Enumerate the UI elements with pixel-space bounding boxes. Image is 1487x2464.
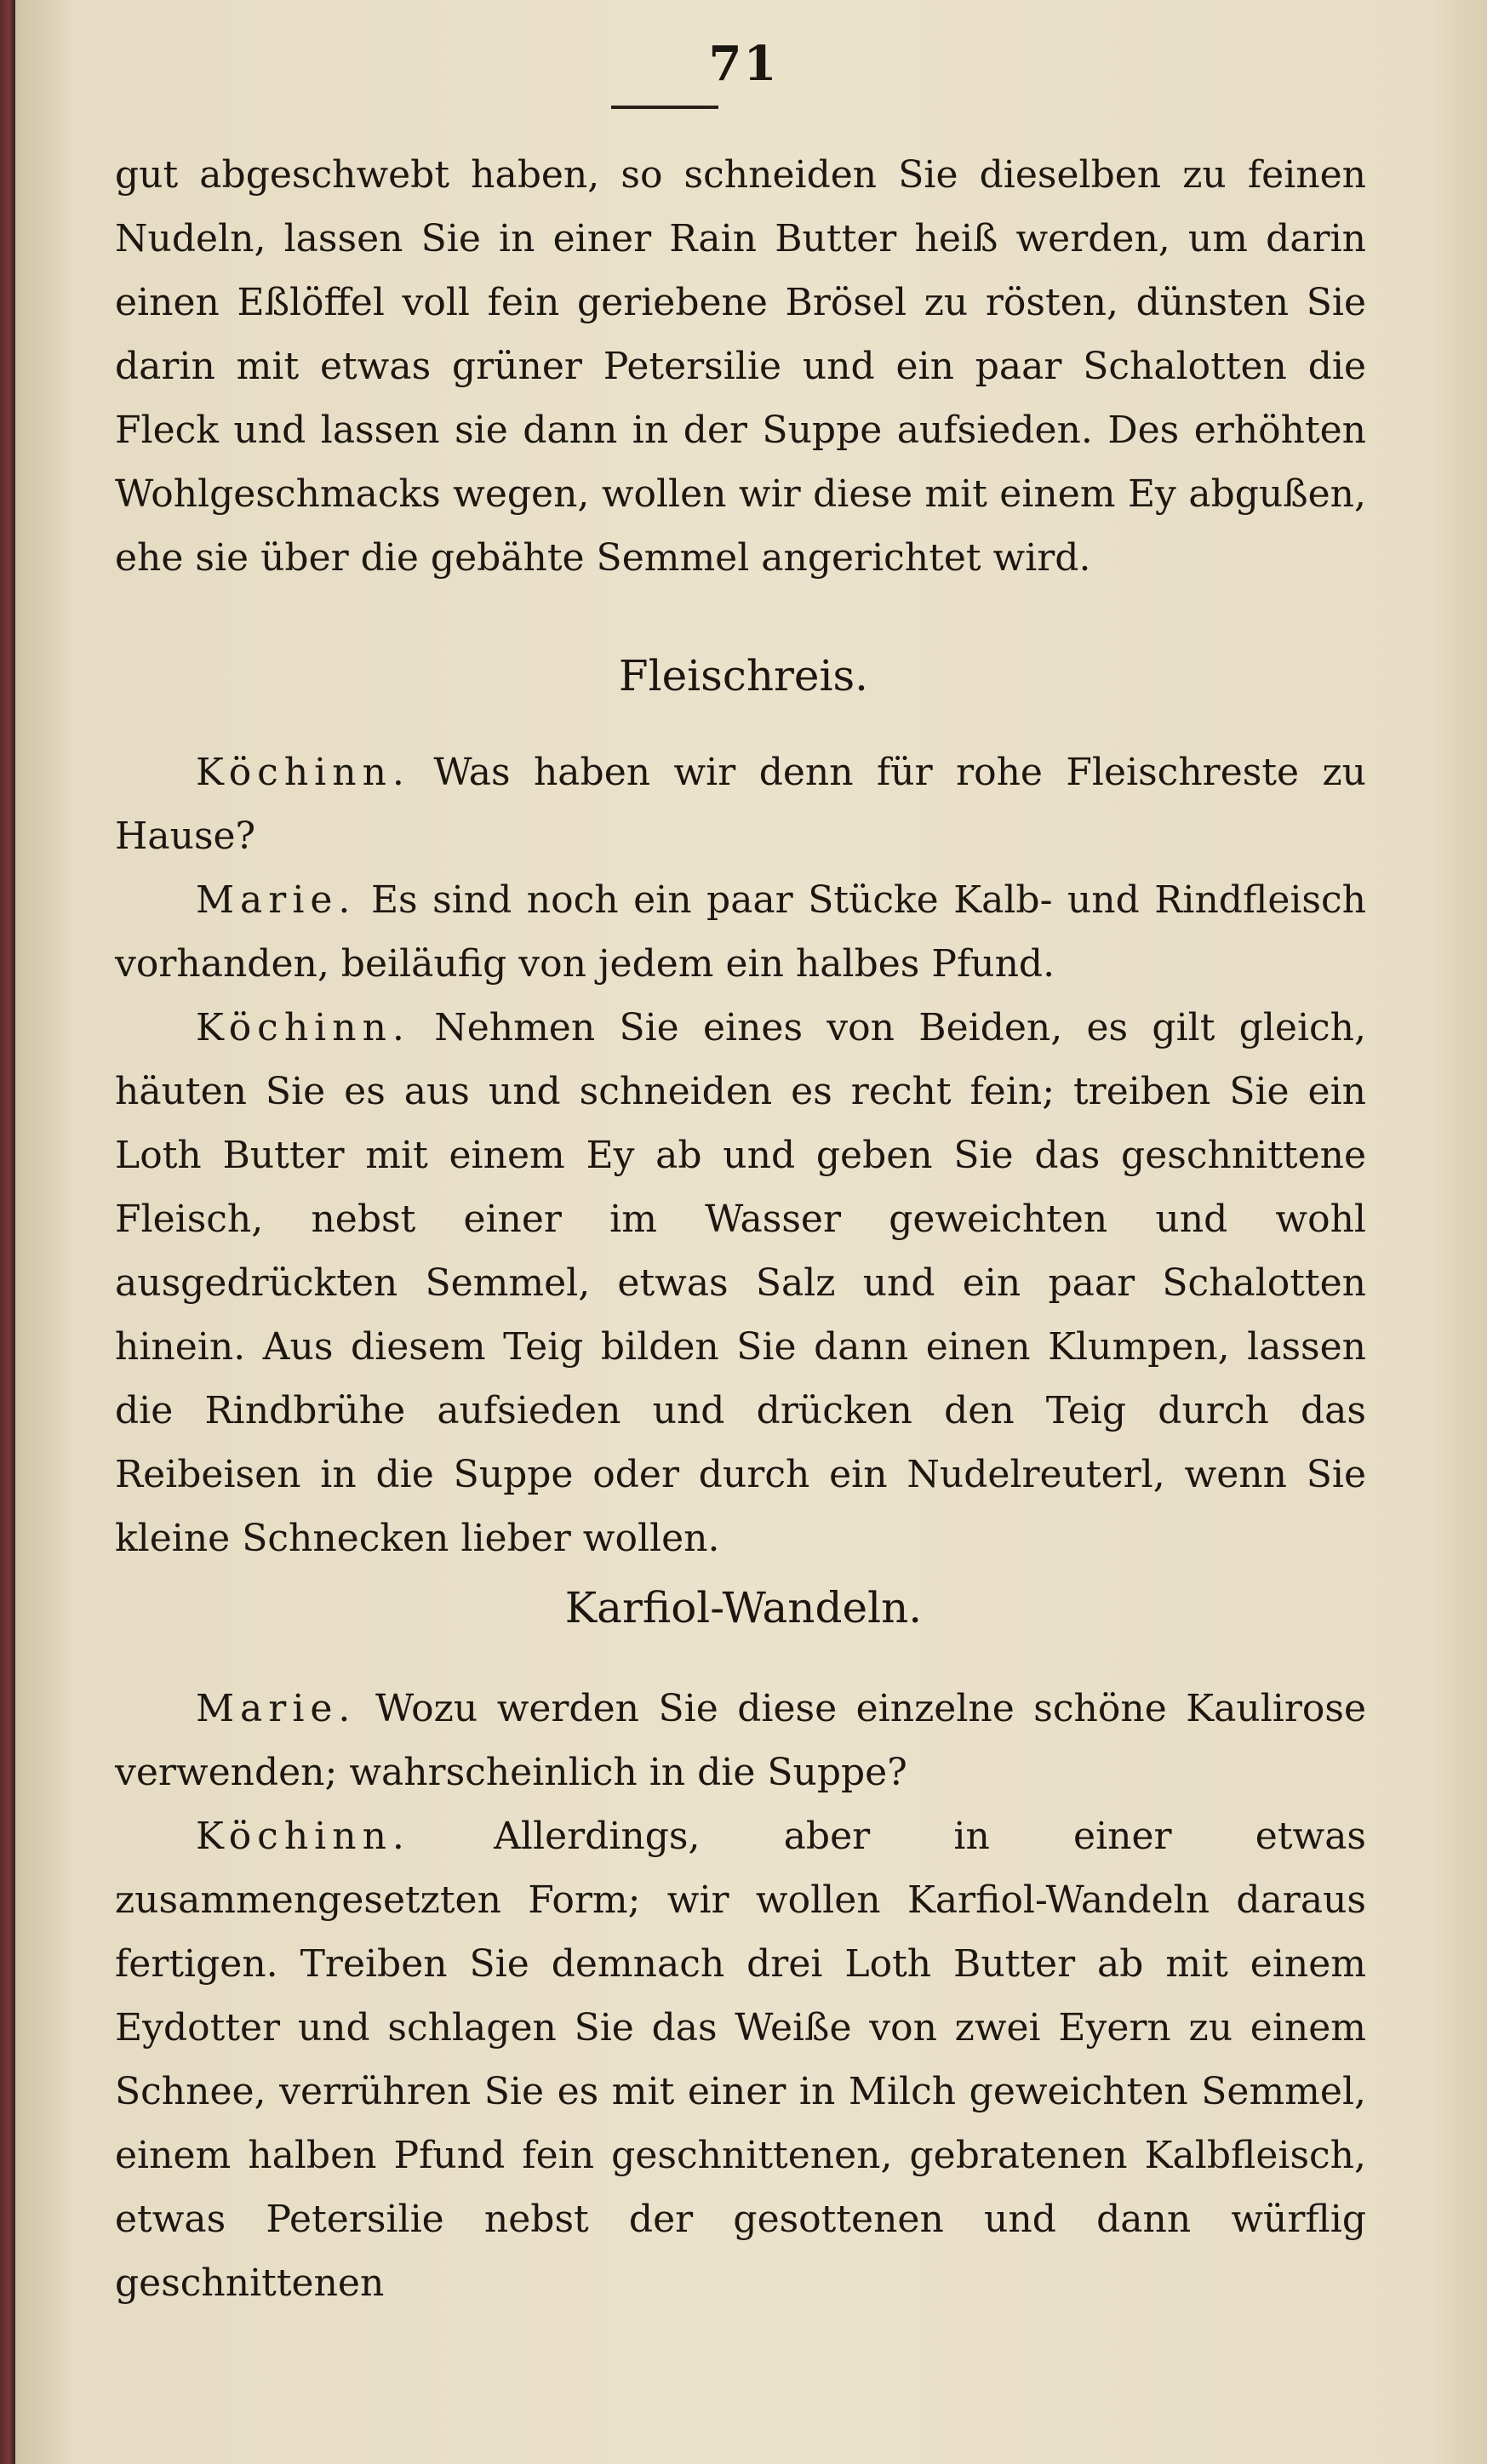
dialogue-paragraph	[115, 740, 1366, 868]
dialogue-text: Es sind noch ein paar Stücke Kalb- und Rindfleisch vorhanden, beiläufig von jedem ein halbes Pfund.	[115, 878, 1366, 986]
section-title-karfiol-wandeln: Karfiol-Wandeln.	[564, 1583, 923, 1632]
dialogue-text: Wozu werden Sie diese einzelne schöne Kaulirose verwenden; wahrscheinlich in die Suppe?	[115, 1687, 1366, 1794]
speaker-name: Köchinn.	[196, 751, 410, 794]
dialogue-paragraph	[115, 1804, 1366, 2315]
speaker-name: Köchinn.	[196, 1006, 410, 1049]
speaker-name: Marie.	[196, 1687, 357, 1730]
section-fleischreis-body	[115, 740, 1366, 1570]
speaker-name: Marie.	[196, 878, 357, 922]
page-number: 71	[708, 36, 779, 92]
dialogue-paragraph	[115, 868, 1366, 996]
dialogue-text: Allerdings, aber in einer etwas zusammengesetzten Form; wir wollen Karfiol-Wandeln daraus fertigen. Treiben Sie demnach drei Loth Butter ab mit einem Eydotter und schlagen Sie das Weiße von zwei Eyern zu einem Schnee, verrühren Sie es mit einer in Milch geweichten Semmel, einem halben Pfund fein geschnittenen, gebratenen Kalbfleisch, etwas Petersilie nebst der gesottenen und dann würflig geschnittenen	[115, 1815, 1366, 2305]
section-karfiol-body	[115, 1677, 1366, 2315]
page-number-rule	[611, 106, 718, 109]
dialogue-paragraph	[115, 996, 1366, 1570]
speaker-name: Köchinn.	[196, 1815, 410, 1858]
dialogue-paragraph	[115, 1677, 1366, 1804]
dialogue-text: Was haben wir denn für rohe Fleischreste zu Hause?	[115, 751, 1366, 858]
book-spine-edge	[0, 0, 15, 2464]
intro-paragraph: gut abgeschwebt haben, so schneiden Sie dieselben zu feinen Nudeln, lassen Sie in einer Rain Butter heiß werden, um darin einen Eßlöffel voll fein geriebene Brösel zu rösten, dünsten Sie darin mit etwas grüner Petersilie und ein paar Schalotten die Fleck und lassen sie dann in der Suppe aufsieden. Des erhöhten Wohlgeschmacks wegen, wollen wir diese mit einem Ey abgußen, ehe sie über die gebähte Semmel angerichtet wird.	[115, 153, 1366, 580]
intro-paragraph-block	[115, 143, 1366, 590]
section-title-fleischreis: Fleischreis.	[618, 651, 869, 700]
dialogue-text: Nehmen Sie eines von Beiden, es gilt gleich, häuten Sie es aus und schneiden es recht fein; treiben Sie ein Loth Butter mit einem Ey ab und geben Sie das geschnittene Fleisch, nebst einer im Wasser geweichten und wohl ausgedrückten Semmel, etwas Salz und ein paar Schalotten hinein. Aus diesem Teig bilden Sie dann einen Klumpen, lassen die Rindbrühe aufsieden und drücken den Teig durch das Reibeisen in die Suppe oder durch ein Nudelreuterl, wenn Sie kleine Schnecken lieber wollen.	[115, 1006, 1366, 1560]
